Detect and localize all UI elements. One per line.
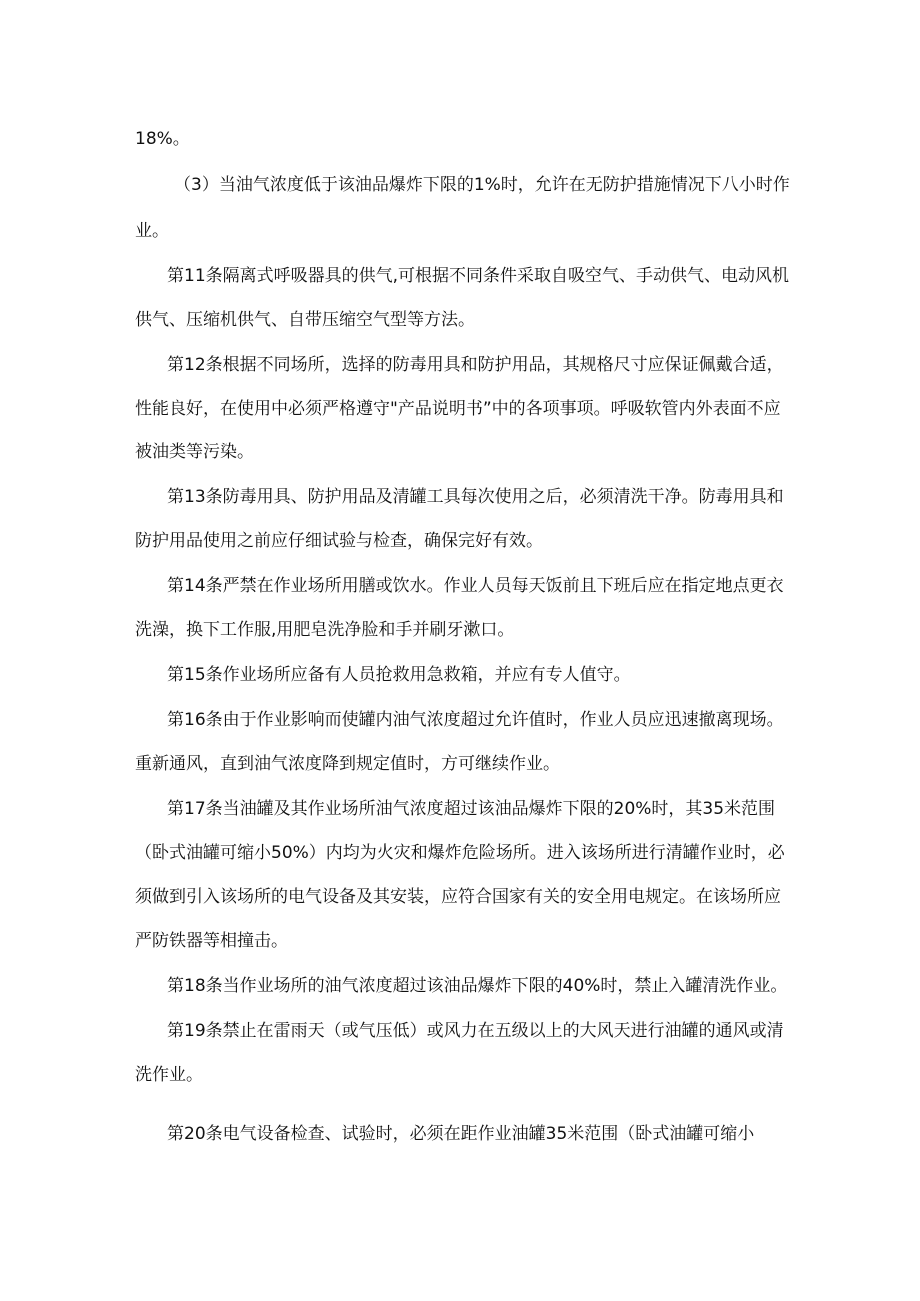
text-line: 须做到引入该场所的电气设备及其安装，应符合国家有关的安全用电规定。在该场所应 (135, 887, 781, 907)
text-line: 供气、压缩机供气、自带压缩空气型等方法。 (135, 310, 475, 330)
text-line: 性能良好，在使用中必须严格遵守"产品说明书”中的各项事项。呼吸软管内外表面不应 (135, 399, 781, 419)
text-line: 第18条当作业场所的油气浓度超过该油品爆炸下限的40%时，禁止入罐清洗作业。 (167, 976, 788, 996)
text-line: 第19条禁止在雷雨天（或气压低）或风力在五级以上的大风天进行油罐的通风或清 (167, 1021, 784, 1041)
text-line: 第17条当油罐及其作业场所油气浓度超过该油品爆炸下限的20%时，其35米范围 (167, 799, 776, 819)
text-line: 业。 (135, 221, 169, 241)
text-line: 18%。 (135, 129, 190, 149)
text-line: （3）当油气浓度低于该油品爆炸下限的1%时，允许在无防护措施情况下八小时作 (174, 175, 790, 195)
text-line: 重新通风，直到油气浓度降到规定值时，方可继续作业。 (135, 754, 560, 774)
text-line: 第15条作业场所应备有人员抢救用急救箱，并应有专人值守。 (167, 665, 631, 685)
text-line: 被油类等污染。 (135, 442, 254, 462)
text-line: 第14条严禁在作业场所用膳或饮水。作业人员每天饭前且下班后应在指定地点更衣 (167, 576, 784, 596)
text-line: 洗澡，换下工作服,用肥皂洗净脸和手并刷牙漱口。 (135, 620, 515, 640)
text-line: （卧式油罐可缩小50%）内均为火灾和爆炸危险场所。进入该场所进行清罐作业时，必 (135, 843, 785, 863)
text-line: 第13条防毒用具、防护用品及清罐工具每次使用之后，必须清洗干净。防毒用具和 (167, 487, 784, 507)
text-line: 第12条根据不同场所，选择的防毒用具和防护用品，其规格尺寸应保证佩戴合适， (167, 355, 784, 375)
text-line: 严防铁器等相撞击。 (135, 931, 288, 951)
text-line: 洗作业。 (135, 1065, 203, 1085)
text-line: 第20条电气设备检查、试验时，必须在距作业油罐35米范围（卧式油罐可缩小 (167, 1124, 755, 1144)
text-line: 防护用品使用之前应仔细试验与检查，确保完好有效。 (135, 531, 543, 551)
text-line: 第16条由于作业影响而使罐内油气浓度超过允许值时，作业人员应迅速撤离现场。 (167, 710, 784, 730)
text-line: 第11条隔离式呼吸器具的供气,可根据不同条件采取自吸空气、手动供气、电动风机 (167, 266, 790, 286)
